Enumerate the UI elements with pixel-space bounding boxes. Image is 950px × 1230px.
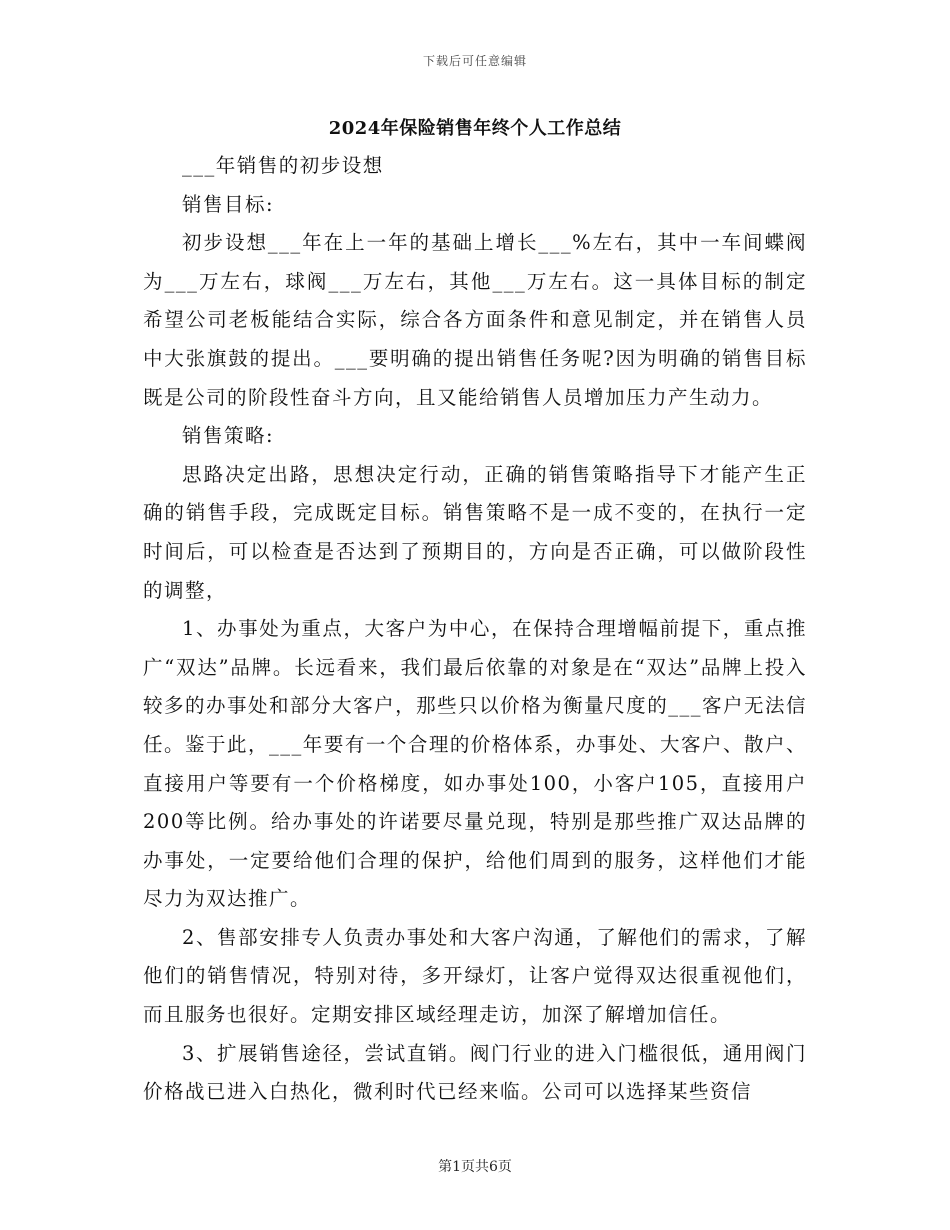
page-header-note: 下载后可任意编辑 — [422, 54, 527, 68]
paragraph-sales-strategy: 思路决定出路，思想决定行动，正确的销售策略指导下才能产生正确的销售手段，完成既定目标。销售策略不是一成不变的，在执行一定时间后，可以检查是否达到了预期目的，方向是否正确，可以做阶段性的调整， — [143, 462, 807, 602]
document-body — [143, 147, 807, 1112]
paragraph-initial-plan: ___年销售的初步设想 — [182, 154, 384, 177]
document-title: 2024年保险销售年终个人工作总结 — [328, 118, 622, 139]
paragraph-sales-target: 初步设想___年在上一年的基础上增长___%左右，其中一车间蝶阀为___万左右，球阀___万左右，其他___万左右。这一具体目标的制定希望公司老板能结合实际，综合各方面条件和意见制定，并在销售人员中大张旗鼓的提出。___要明确的提出销售任务呢?因为明确的销售目标既是公司的阶段性奋斗方向，且又能给销售人员增加压力产生动力。 — [143, 231, 807, 409]
page-footer-number: 第1页共6页 — [438, 1159, 512, 1175]
paragraph-strategy-item-2: 2、售部安排专人负责办事处和大客户沟通，了解他们的需求，了解他们的销售情况，特别对待，多开绿灯，让客户觉得双达很重视他们，而且服务也很好。定期安排区域经理走访，加深了解增加信任。 — [143, 925, 807, 1027]
paragraph-sales-target-heading: 销售目标: — [182, 192, 275, 216]
paragraph-sales-strategy-heading: 销售策略: — [182, 424, 275, 448]
paragraph-strategy-item-3: 3、扩展销售途径，尝试直销。阀门行业的进入门槛很低，通用阀门价格战已进入白热化，微利时代已经来临。公司可以选择某些资信 — [143, 1041, 807, 1104]
paragraph-strategy-item-1: 1、办事处为重点，大客户为中心，在保持合理增幅前提下，重点推广“双达”品牌。长远看来，我们最后依靠的对象是在“双达”品牌上投入较多的办事处和部分大客户，那些只以价格为衡量尺度的___客户无法信任。鉴于此，___年要有一个合理的价格体系，办事处、大客户、散户、直接用户等要有一个价格梯度，如办事处100，小客户105，直接用户200等比例。给办事处的许诺要尽量兑现，特别是那些推广双达品牌的办事处，一定要给他们合理的保护，给他们周到的服务，这样他们才能尽力为双达推广。 — [143, 617, 807, 911]
